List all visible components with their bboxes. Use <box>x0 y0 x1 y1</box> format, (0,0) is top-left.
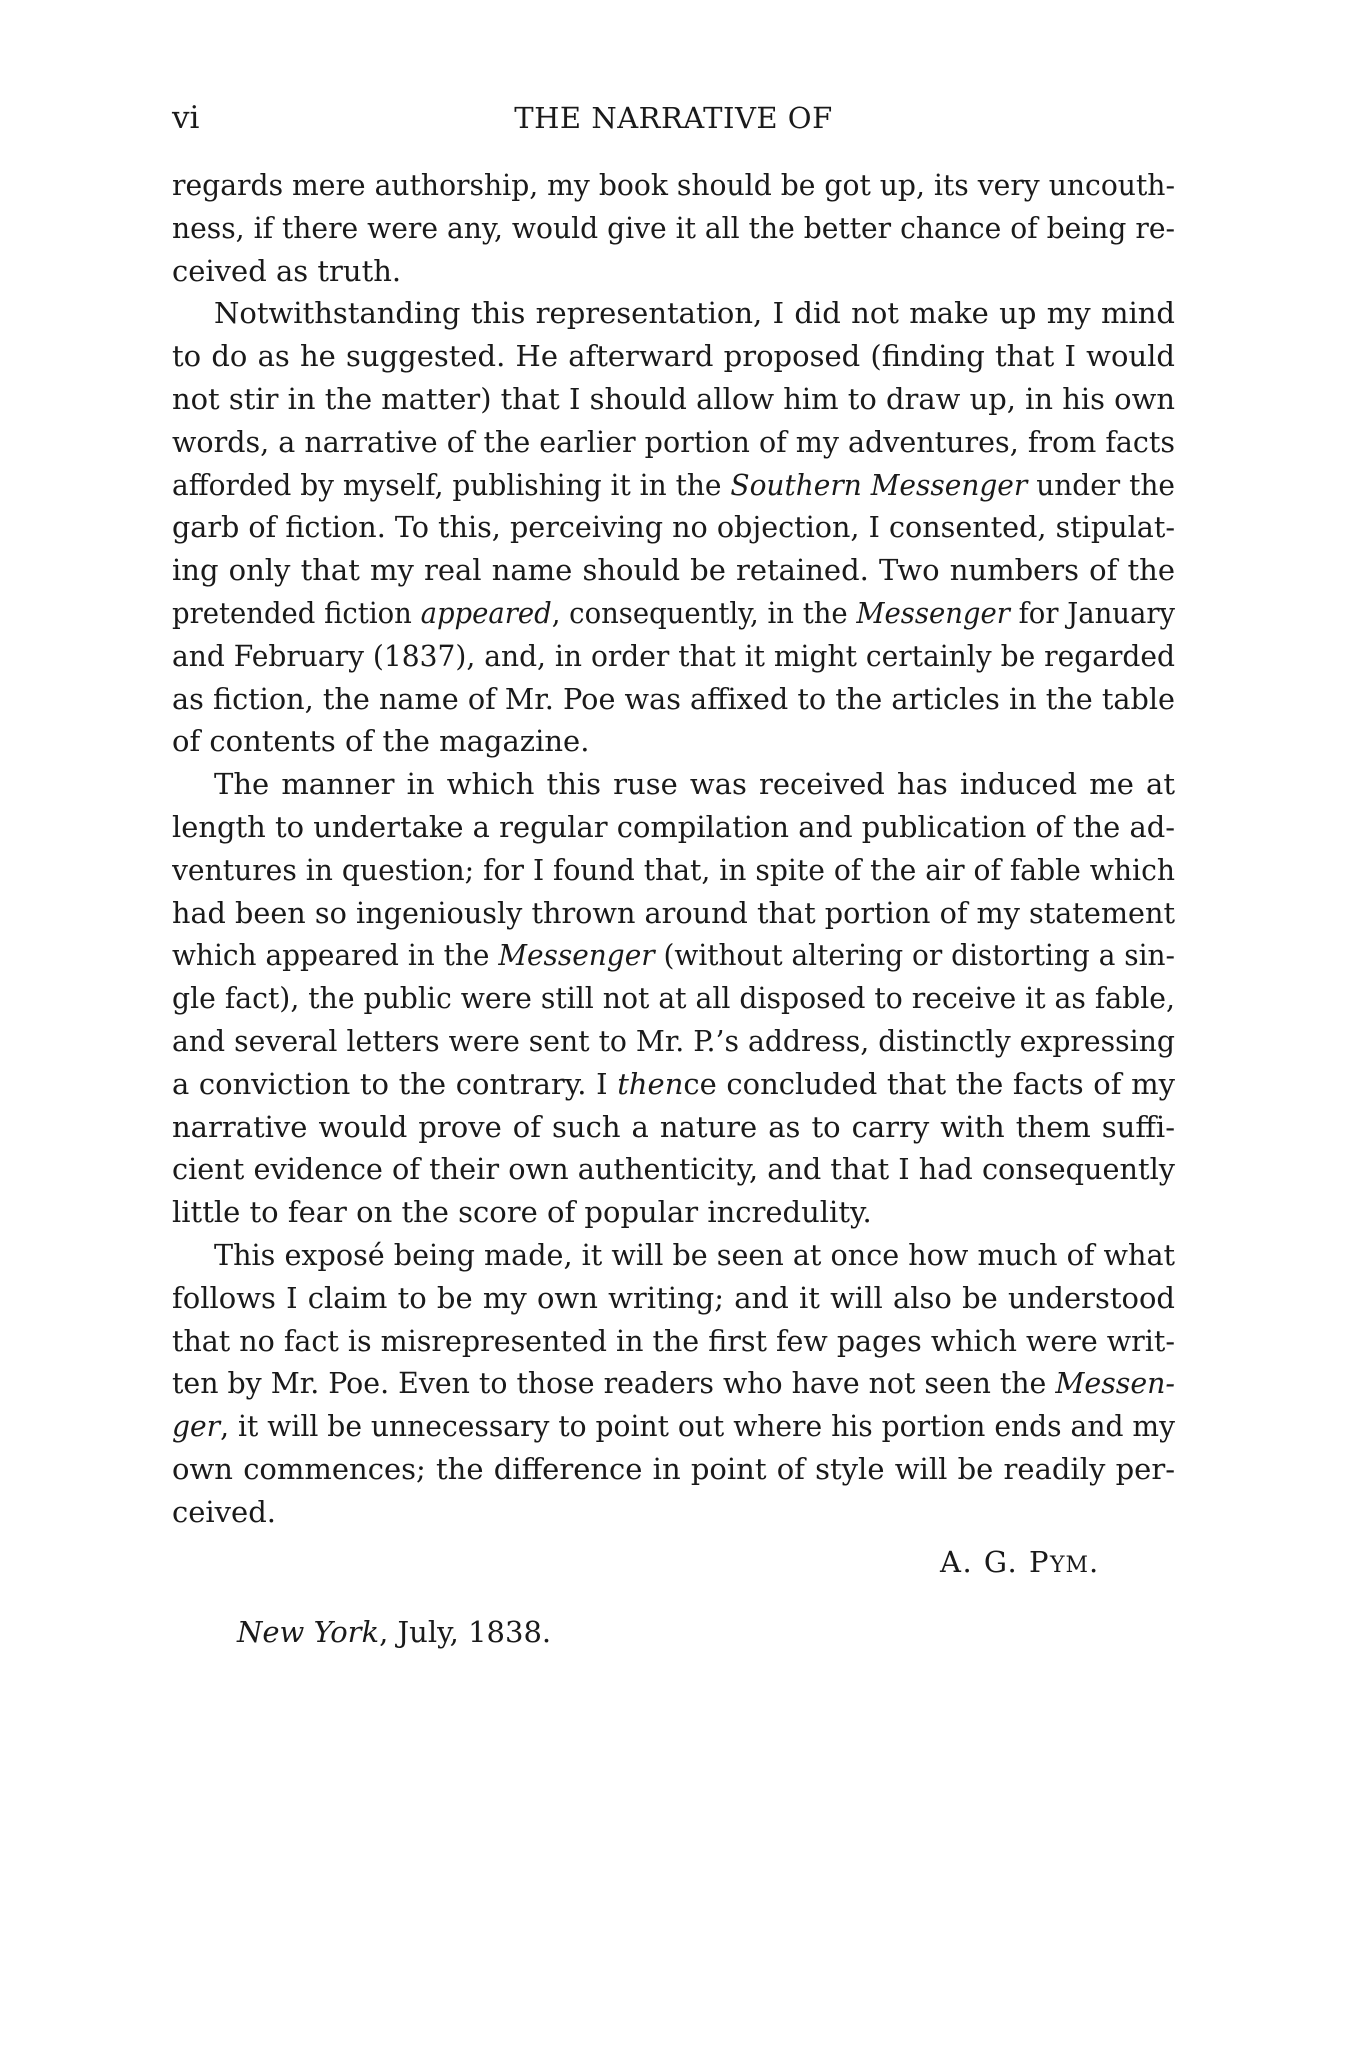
line-fit <box>172 977 1175 1020</box>
text-line <box>172 421 1175 464</box>
text-line <box>172 1362 1175 1405</box>
body-text <box>172 164 1175 1534</box>
signature-surname: YM <box>1049 1553 1090 1578</box>
paragraph <box>172 1234 1175 1534</box>
dateline <box>237 1610 551 1654</box>
text-line <box>172 720 1175 763</box>
running-head: THE NARRATIVE OF <box>514 101 833 135</box>
text-run: length to undertake a regular compilation and publication of the ad- <box>172 809 1175 844</box>
line-fit <box>172 678 1175 721</box>
text-line <box>172 164 1175 207</box>
paragraph <box>172 164 1175 292</box>
page-number: vi <box>172 100 200 136</box>
line-fit <box>172 849 1175 892</box>
text-line <box>172 977 1175 1020</box>
line-fit <box>172 464 1175 507</box>
text-line <box>172 335 1175 378</box>
text-run: which appeared in the <box>172 938 499 973</box>
text-run: to do as he suggested. He afterward proposed (finding that I would <box>172 339 1175 374</box>
text-run: and February (1837), and, in order that it might certainly be regarded <box>172 638 1175 673</box>
line-fit <box>172 1320 1175 1363</box>
text-run: for January <box>1009 595 1175 630</box>
italic-text: Messenger <box>498 938 655 973</box>
text-run: This exposé being made, it will be seen at once how much of what <box>214 1237 1175 1272</box>
text-run: ten by Mr. Poe. Even to those readers who have not seen the <box>172 1366 1056 1401</box>
text-line <box>172 1148 1175 1191</box>
text-run: ceived. <box>172 1494 277 1529</box>
text-run: own commences; the difference in point of style will be readily per- <box>172 1451 1175 1486</box>
text-run: Notwithstanding this representation, I did not make up my mind <box>214 296 1175 331</box>
text-line <box>172 892 1175 935</box>
text-line <box>172 849 1175 892</box>
text-line <box>172 1191 1175 1234</box>
line-fit <box>172 421 1175 464</box>
text-line <box>172 506 1175 549</box>
text-run: pretended fiction <box>172 595 421 630</box>
author-signature <box>940 1540 1100 1588</box>
line-fit <box>172 592 1175 635</box>
text-line <box>172 464 1175 507</box>
italic-text: Messen- <box>1055 1366 1175 1401</box>
line-fit <box>172 635 1175 678</box>
text-line <box>172 635 1175 678</box>
text-run: (without altering or distorting a sin- <box>654 938 1175 973</box>
dateline-date: , July, 1838. <box>379 1615 552 1649</box>
line-fit <box>172 1148 1175 1191</box>
line-fit <box>172 1362 1175 1405</box>
line-fit <box>172 164 1175 207</box>
text-line <box>172 1491 1175 1534</box>
text-run: cient evidence of their own authenticity, and that I had consequently <box>172 1152 1175 1187</box>
text-line <box>172 1320 1175 1363</box>
line-fit <box>172 934 1175 977</box>
text-run: afforded by myself, publishing it in the <box>172 467 731 502</box>
text-line <box>172 763 1175 806</box>
text-run: as fiction, the name of Mr. Poe was affixed to the articles in the table <box>172 681 1175 716</box>
text-line <box>172 378 1175 421</box>
italic-text: Southern Messenger <box>730 467 1028 502</box>
text-run: ing only that my real name should be retained. Two numbers of the <box>172 553 1175 588</box>
text-line <box>172 678 1175 721</box>
italic-text: ger <box>172 1409 221 1444</box>
text-run: words, a narrative of the earlier portion of my adventures, from facts <box>172 424 1175 459</box>
text-line <box>172 592 1175 635</box>
text-run: gle fact), the public were still not at all disposed to receive it as fable, <box>172 981 1175 1016</box>
text-line <box>172 1106 1175 1149</box>
text-run: The manner in which this ruse was received has induced me at <box>214 767 1175 802</box>
italic-text: then <box>617 1066 684 1101</box>
text-line <box>172 1277 1175 1320</box>
text-run: and several letters were sent to Mr. P.’s address, distinctly expressing <box>172 1023 1175 1058</box>
text-run: of contents of the magazine. <box>172 724 590 759</box>
text-run: ceived as truth. <box>172 253 402 288</box>
text-run: ness, if there were any, would give it all the better chance of being re- <box>172 210 1175 245</box>
line-fit <box>172 806 1175 849</box>
text-line <box>172 292 1175 335</box>
text-line <box>172 549 1175 592</box>
line-fit <box>172 1405 1175 1448</box>
text-line <box>172 1020 1175 1063</box>
text-line <box>172 207 1175 250</box>
text-run: garb of fiction. To this, perceiving no objection, I consented, stipulat- <box>172 510 1175 545</box>
text-run: a conviction to the contrary. I <box>172 1066 618 1101</box>
signature-end: . <box>1089 1545 1100 1579</box>
text-line <box>172 1234 1175 1277</box>
text-run: that no fact is misrepresented in the first few pages which were writ- <box>172 1323 1175 1358</box>
text-run: , it will be unnecessary to point out where his portion ends and my <box>220 1409 1175 1444</box>
text-line <box>172 934 1175 977</box>
text-run: follows I claim to be my own writing; and it will also be understood <box>172 1280 1175 1315</box>
line-fit <box>172 378 1175 421</box>
paragraph <box>172 292 1175 763</box>
text-run: ventures in question; for I found that, in spite of the air of fable which <box>172 852 1175 887</box>
page-header <box>172 96 1175 140</box>
text-line <box>172 1448 1175 1491</box>
signature-initials: A. G. P <box>940 1545 1050 1579</box>
line-fit <box>172 506 1175 549</box>
line-fit <box>214 1234 1175 1277</box>
text-run: , consequently, in the <box>551 595 857 630</box>
italic-text: Messenger <box>856 595 1010 630</box>
text-line <box>172 806 1175 849</box>
text-run: regards mere authorship, my book should be got up, its very uncouth- <box>172 168 1175 202</box>
text-run: little to fear on the score of popular incredulity. <box>172 1195 872 1230</box>
text-line <box>172 1063 1175 1106</box>
text-run: under the <box>1027 467 1175 502</box>
text-run: had been so ingeniously thrown around that portion of my statement <box>172 895 1175 930</box>
text-line <box>172 250 1175 293</box>
text-run: narrative would prove of such a nature as to carry with them suffi- <box>172 1109 1175 1144</box>
text-line <box>172 1405 1175 1448</box>
text-run: ce concluded that the facts of my <box>683 1066 1175 1101</box>
line-fit <box>172 207 1175 250</box>
line-fit <box>172 892 1175 935</box>
paragraph <box>172 763 1175 1234</box>
italic-text: appeared <box>420 595 552 630</box>
line-fit <box>172 1020 1175 1063</box>
text-run: not stir in the matter) that I should allow him to draw up, in his own <box>172 381 1175 416</box>
dateline-place: New York <box>237 1615 380 1649</box>
